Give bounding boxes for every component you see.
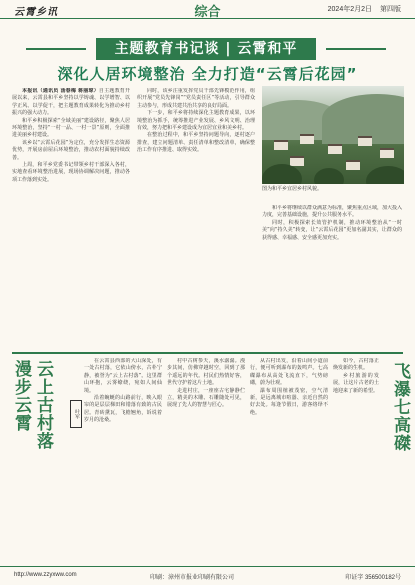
article-byline: 本报讯（通讯员 汤春梅 蒋丽琼） [22, 88, 99, 94]
page-footer [0, 566, 415, 585]
feature-title-line: 漫步云霄 [11, 360, 31, 432]
feature-title-line: 云上古村落 [33, 360, 53, 450]
feature-paragraph: 在云霄县西部的大山深处，有一处古村落，它依山傍水，古朴宁静，被誉为“云上古村落”。这里群山环抱，云雾缭绕，宛如人间仙境。 [84, 358, 162, 394]
feature-paragraph: 乡村旅游的发展，让这片古老的土地迎来了新的希望。 [333, 372, 379, 394]
masthead [0, 0, 415, 19]
article-column-2 [137, 88, 255, 350]
feature-paragraph: 从古村出发，沿着山间小道前行，便可听到瀑布的轰鸣声。七高磔瀑布从高处飞流直下，气势磅礴，蔚为壮观。 [250, 358, 328, 387]
article-headline: 深化人居环境整治 全力打造“云霄后花园” [57, 65, 358, 83]
issue-date: 2024年2月2日 [327, 6, 372, 13]
village-photo [262, 86, 404, 184]
feature-paragraph: 如今，古村落正焕发新的生机。 [333, 358, 379, 372]
photo-caption: 图为和平乡宜居乡村风貌。 [262, 186, 323, 192]
section-divider [12, 352, 403, 354]
feature-column-3 [250, 358, 328, 554]
article-paragraph: 自主题教育开展以来，云霄县和平乡坚持以学铸魂、以学增智、以学正风、以学促干，把主题教育成果转化为推动乡村振兴的强大动力。 [12, 88, 130, 117]
paper-name: 云霄乡讯 [14, 7, 58, 18]
feature-title-left [6, 360, 56, 560]
article-paragraph: 下一步，和平乡将持续深化主题教育成果，以环境整治为抓手，统筹推进产业发展、乡风文明、治理有效，努力把和平乡建设成为宜居宜业和美乡村。 [137, 110, 255, 132]
footer-website: http://www.zzyxww.com [14, 572, 77, 578]
footer-license: 印证字 356500182号 [345, 575, 401, 581]
article-paragraph: 上周，和平乡党委书记带领乡村干部深入各村，实地查看环境整治进展，现场协调解决问题，推动各项工作落到实处。 [12, 162, 130, 183]
article-paragraph: 在整治过程中，和平乡坚持问题导向，逐村逐户排查，建立问题清单、责任清单和整改清单，确保整治工作有序推进、取得实效。 [137, 132, 255, 154]
article-paragraph: 该乡以“云霄后花园”为定位，充分发挥生态资源优势，开展房前屋后环境整治，推动农村面貌持续改善。 [12, 139, 130, 161]
article-paragraph: 同时，积极探索长效管护机制，推动环境整治从“一时美”向“持久美”转变，让“云霄后花园”更加名副其实，让群众的获得感、幸福感、安全感更加充实。 [262, 219, 402, 241]
article-paragraph: 同时，该乡注重发挥党员干部先锋模范作用，组织开展“党员先锋岗”“党员责任区”等活动，引导群众主动参与，形成共建共治共享的良好局面。 [137, 88, 255, 109]
article-paragraph: 和平乡积极探索“全域美丽”建设路径，聚焦人居环境整治，坚持“一村一品、一村一景”原则，全面推进美丽乡村建设。 [12, 117, 130, 139]
feature-paragraph: 村中古树参天，溪水潺潺。漫步其间，仿佛穿越时空，回到了那个遥远的年代。村民们热情好客，世代守护着这片土地。 [167, 358, 245, 387]
feature-column-1 [84, 358, 162, 554]
feature-paragraph: 瀑布周围植被茂密，空气清新，是远离城市喧嚣、亲近自然的好去处。每逢节假日，游客络绎不绝。 [250, 387, 328, 416]
feature-column-2 [167, 358, 245, 554]
feature-column-4 [333, 358, 379, 554]
theme-banner: 主题教育书记谈 | 云霄和平 [96, 38, 316, 60]
article-column-3 [262, 205, 402, 350]
feature-title-right: 飞瀑七高磔 [390, 362, 410, 452]
feature-author: 叶军 [70, 400, 82, 428]
article-column-1 [12, 88, 130, 350]
feature-paragraph: 走进村庄，一座座古宅静静伫立，精美的木雕、石雕随处可见，展现了先人的智慧与匠心。 [167, 387, 245, 409]
article-paragraph: 和平乡将继续以群众满意为标准，聚焦重点区域，加大投入力度，完善基础设施，提升公共服务水平。 [262, 205, 402, 219]
section-name: 综合 [194, 5, 221, 20]
feature-paragraph: 沿着蜿蜒的山路前行，映入眼帘的是层层梯田和错落有致的古民居。青砖黛瓦，飞檐翘角，诉说着岁月的沧桑。 [84, 395, 162, 424]
date-info [320, 4, 401, 14]
footer-printer: 印刷：漳州市报业印刷有限公司 [150, 575, 235, 581]
edition-number: 第四版 [380, 6, 401, 13]
